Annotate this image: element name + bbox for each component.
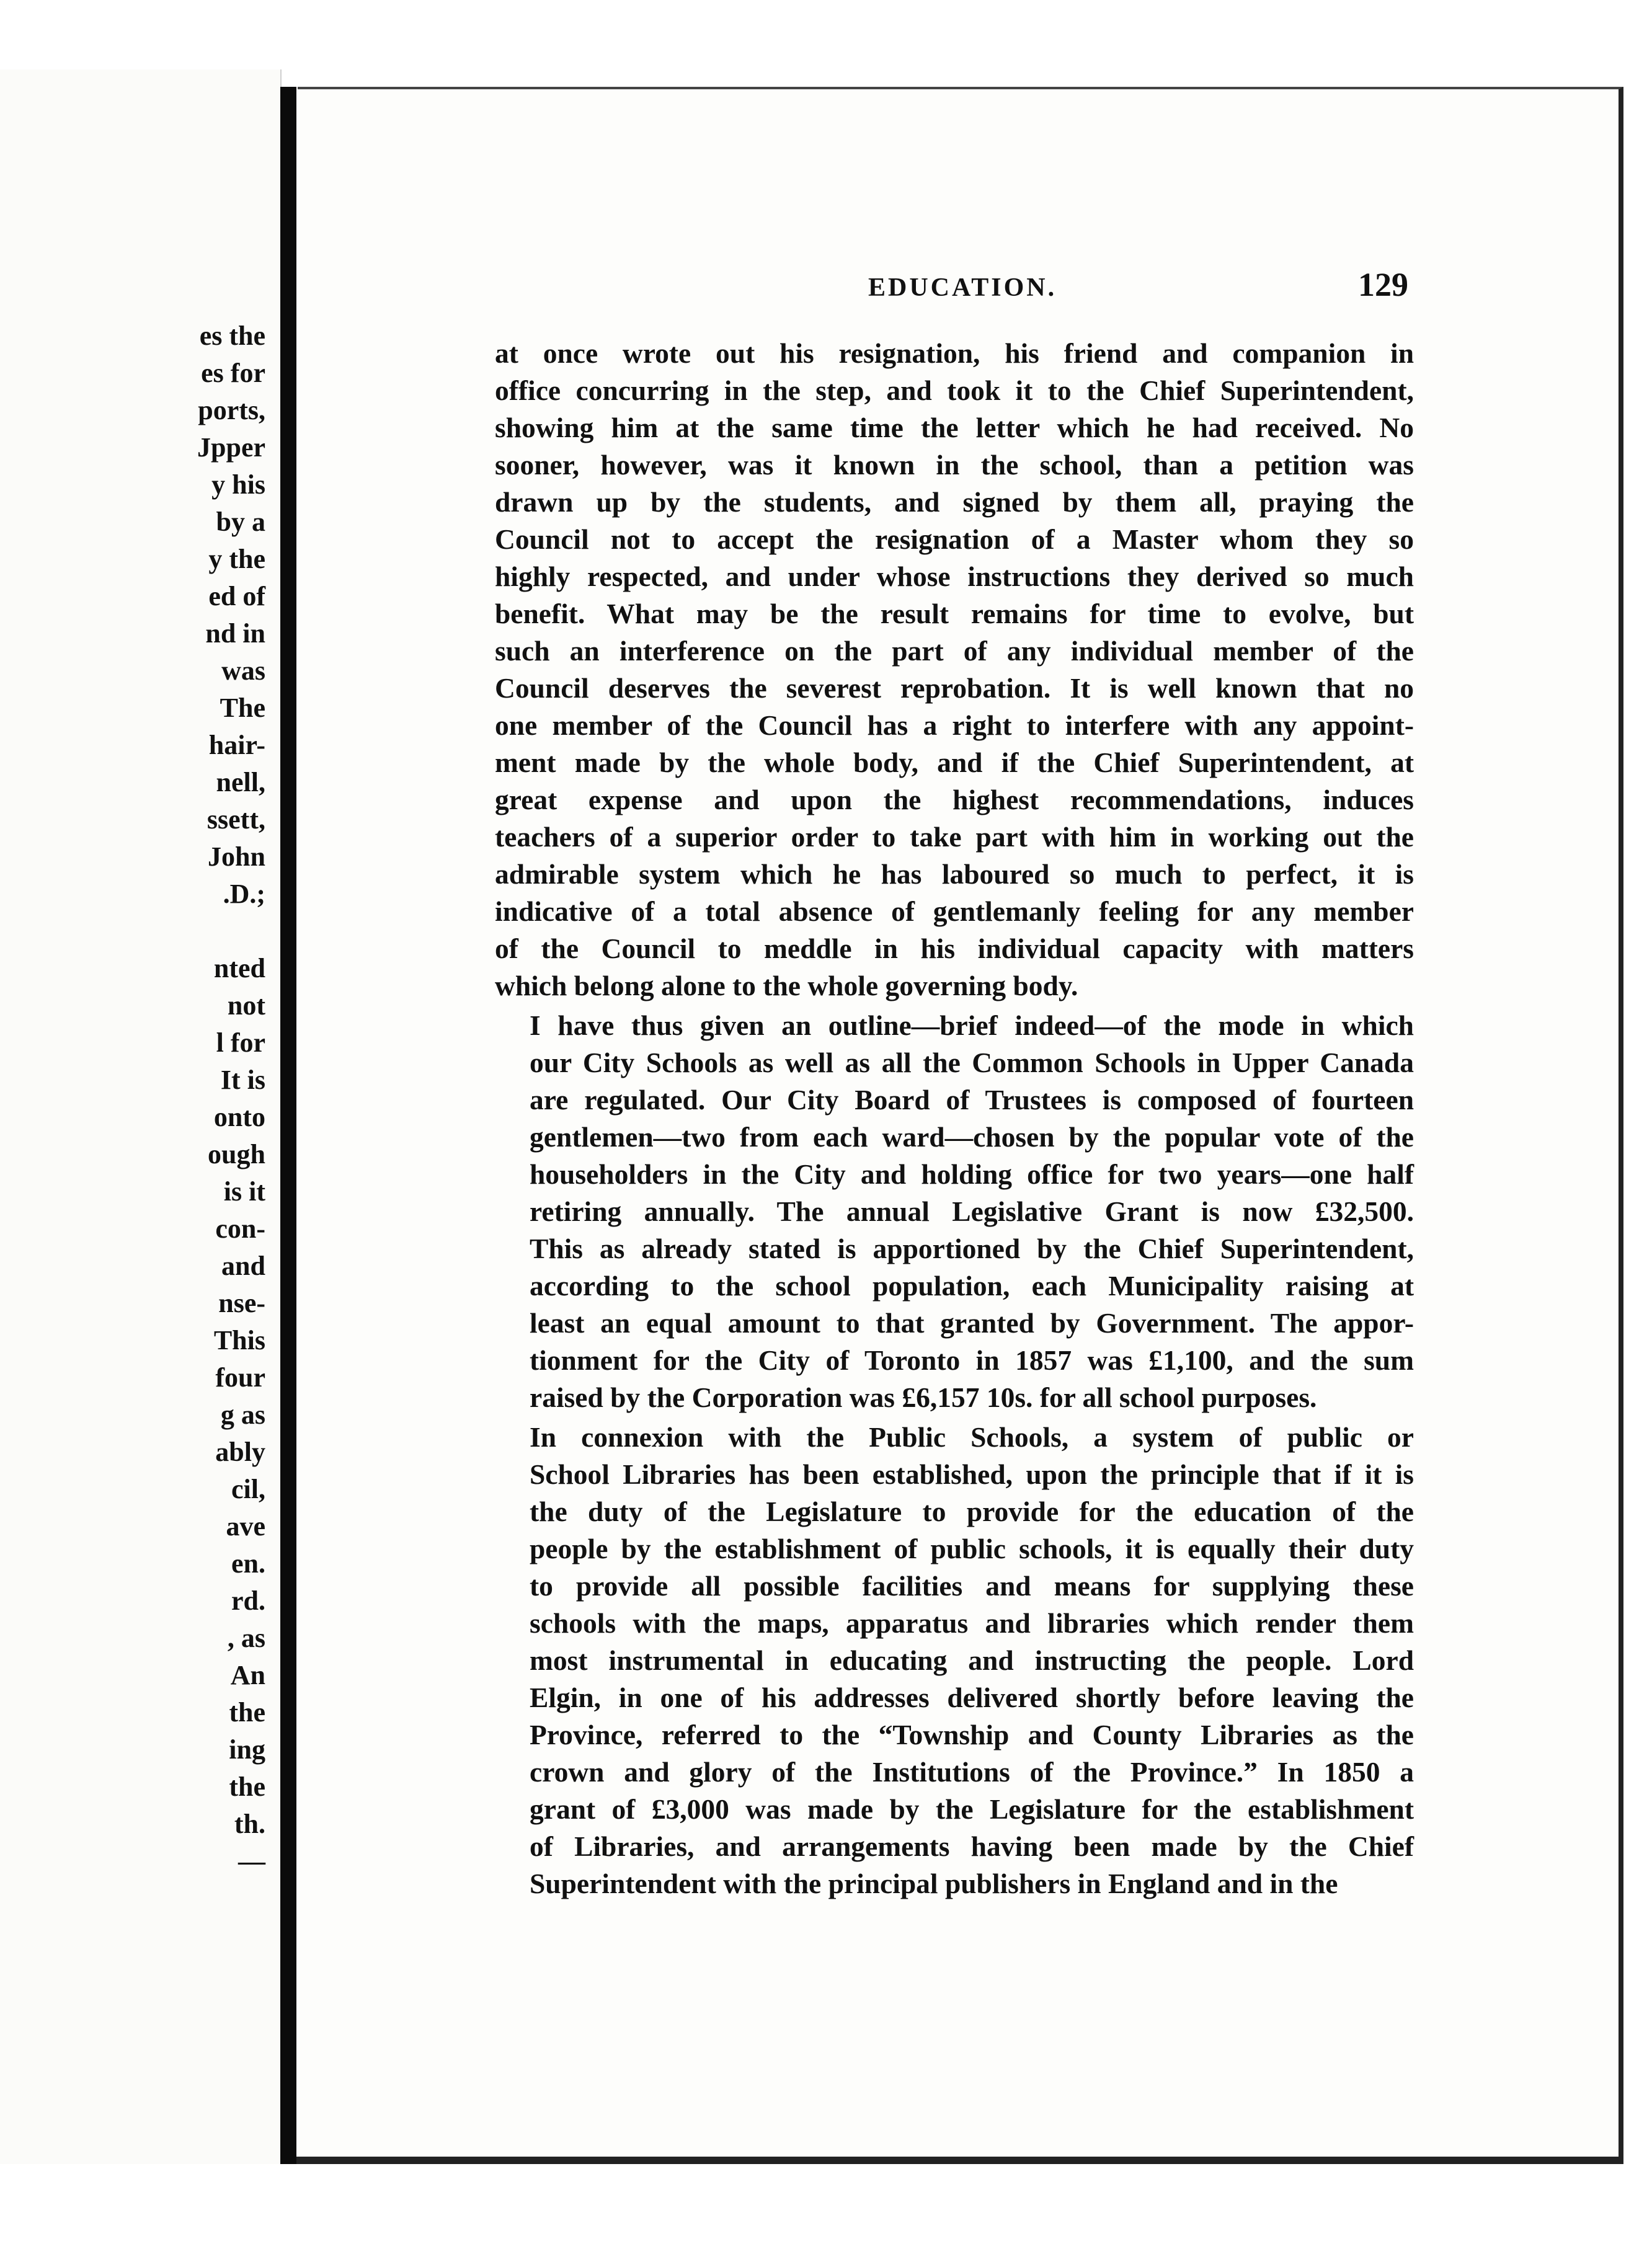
- text-line: of Libraries, and arrangements having been made by the Chief: [530, 1830, 1414, 1862]
- text-line: householders in the City and holding office for two years—one half: [530, 1158, 1414, 1190]
- facing-page-line: ports,: [198, 395, 265, 425]
- page-number: 129: [1358, 266, 1408, 303]
- text-line: In connexion with the Public Schools, a system of public or: [530, 1421, 1414, 1453]
- facing-page-line: , as: [227, 1623, 265, 1653]
- text-line: indicative of a total absence of gentlemanly feeling for any member: [495, 895, 1414, 927]
- facing-page-line: not: [227, 990, 265, 1021]
- text-line: one member of the Council has a right to interfere with any appoint-: [495, 709, 1414, 741]
- text-line: great expense and upon the highest recommendations, induces: [495, 784, 1414, 815]
- facing-page-line: nted: [213, 953, 265, 983]
- text-line: such an interference on the part of any individual member of the: [495, 635, 1414, 667]
- text-line: Elgin, in one of his addresses delivered shortly before leaving the: [530, 1682, 1414, 1713]
- text-line: raised by the Corporation was £6,157 10s. for all school purposes.: [530, 1382, 1317, 1413]
- text-line: I have thus given an outline—brief indeed—of the mode in which: [530, 1009, 1414, 1041]
- facing-page-line: onto: [213, 1102, 265, 1132]
- text-line: at once wrote out his resignation, his friend and companion in: [495, 337, 1414, 369]
- facing-page-line: was: [221, 655, 265, 686]
- text-line: Council not to accept the resignation of a Master whom they so: [495, 523, 1414, 555]
- facing-page-line: ough: [208, 1139, 265, 1169]
- facing-page-text: [197, 317, 265, 1880]
- facing-page-line: l for: [216, 1027, 265, 1058]
- facing-page-line: con-: [215, 1213, 265, 1244]
- text-line: least an equal amount to that granted by Government. The appor-: [530, 1307, 1414, 1339]
- facing-page-line: nse-: [218, 1288, 265, 1318]
- facing-page-line: cil,: [231, 1474, 265, 1504]
- facing-page-line: nell,: [216, 767, 265, 797]
- text-line: Superintendent with the principal publishers in England and in the: [530, 1868, 1338, 1899]
- facing-page-line: —: [238, 1846, 265, 1876]
- text-line: showing him at the same time the letter which he had received. No: [495, 412, 1414, 443]
- facing-page-line: This: [213, 1325, 265, 1355]
- facing-page-line: the: [229, 1772, 265, 1802]
- facing-page-line: en.: [231, 1548, 265, 1579]
- text-line: office concurring in the step, and took it to the Chief Superintendent,: [495, 375, 1414, 406]
- text-line: highly respected, and under whose instructions they derived so much: [495, 561, 1414, 592]
- paragraph: [495, 1419, 1414, 1902]
- text-line: are regulated. Our City Board of Trustees is composed of fourteen: [530, 1084, 1414, 1116]
- text-line: our City Schools as well as all the Common Schools in Upper Canada: [530, 1047, 1414, 1078]
- running-head: EDUCATION.: [868, 273, 1057, 302]
- background: [0, 2164, 1652, 2267]
- text-line: This as already stated is apportioned by the Chief Superintendent,: [530, 1233, 1414, 1264]
- facing-page-line: y his: [211, 469, 265, 500]
- text-line: benefit. What may be the result remains for time to evolve, but: [495, 598, 1414, 629]
- page-body: [495, 335, 1414, 1902]
- text-line: schools with the maps, apparatus and libraries which render them: [530, 1607, 1414, 1639]
- text-line: to provide all possible facilities and means for supplying these: [530, 1570, 1414, 1602]
- text-line: retiring annually. The annual Legislative Grant is now £32,500.: [530, 1196, 1414, 1227]
- text-line: of the Council to meddle in his individual capacity with matters: [495, 933, 1414, 964]
- text-line: ment made by the whole body, and if the Chief Superintendent, at: [495, 747, 1414, 778]
- facing-page-line: and: [221, 1251, 265, 1281]
- facing-page-line: y the: [208, 544, 265, 574]
- text-line: School Libraries has been established, upon the principle that if it is: [530, 1458, 1414, 1490]
- facing-page-line: It is: [220, 1065, 265, 1095]
- facing-page-gap: [197, 913, 265, 950]
- facing-page-line: ave: [226, 1511, 265, 1542]
- page-bottom-edge: [296, 2157, 1621, 2164]
- facing-page-line: John: [208, 841, 265, 872]
- facing-page-line: An: [230, 1660, 265, 1690]
- facing-page-line: hair-: [208, 730, 265, 760]
- book-gutter: [280, 87, 296, 2220]
- text-line: tionment for the City of Toronto in 1857 was £1,100, and the sum: [530, 1344, 1414, 1376]
- text-line: most instrumental in educating and instructing the people. Lord: [530, 1644, 1414, 1676]
- facing-page-fragment: [0, 69, 282, 2240]
- text-line: crown and glory of the Institutions of the Province.” In 1850 a: [530, 1756, 1414, 1788]
- facing-page-line: by a: [216, 507, 265, 537]
- facing-page-line: is it: [223, 1176, 265, 1207]
- facing-page-line: four: [215, 1362, 265, 1393]
- text-line: which belong alone to the whole governing body.: [495, 970, 1078, 1001]
- paragraph: [495, 335, 1414, 1005]
- text-line: Council deserves the severest reprobation. It is well known that no: [495, 672, 1414, 704]
- facing-page-line: ably: [215, 1437, 265, 1467]
- facing-page-line: es for: [201, 358, 265, 388]
- text-line: according to the school population, each Municipality raising at: [530, 1270, 1414, 1302]
- facing-page-line: Jpper: [197, 432, 265, 463]
- facing-page-line: ssett,: [206, 804, 265, 835]
- text-line: grant of £3,000 was made by the Legislature for the establishment: [530, 1793, 1414, 1825]
- text-line: sooner, however, was it known in the school, than a petition was: [495, 449, 1414, 481]
- text-line: people by the establishment of public schools, it is equally their duty: [530, 1533, 1414, 1564]
- facing-page-line: .D.;: [223, 879, 265, 909]
- facing-page-line: es the: [199, 321, 265, 351]
- facing-page-line: nd in: [205, 618, 265, 649]
- text-line: admirable system which he has laboured so much to perfect, it is: [495, 858, 1414, 890]
- facing-page-line: ing: [229, 1734, 265, 1765]
- facing-page-line: The: [220, 693, 265, 723]
- text-line: teachers of a superior order to take part with him in working out the: [495, 821, 1414, 853]
- text-line: gentlemen—two from each ward—chosen by the popular vote of the: [530, 1121, 1414, 1153]
- facing-page-line: the: [229, 1697, 265, 1728]
- facing-page-line: g as: [220, 1400, 265, 1430]
- paragraph: [495, 1007, 1414, 1416]
- facing-page-line: rd.: [231, 1586, 265, 1616]
- facing-page-line: ed of: [208, 581, 265, 611]
- facing-page-line: th.: [234, 1809, 265, 1839]
- text-line: drawn up by the students, and signed by them all, praying the: [495, 486, 1414, 518]
- text-line: Province, referred to the “Township and County Libraries as the: [530, 1719, 1414, 1750]
- text-line: the duty of the Legislature to provide for the education of the: [530, 1496, 1414, 1527]
